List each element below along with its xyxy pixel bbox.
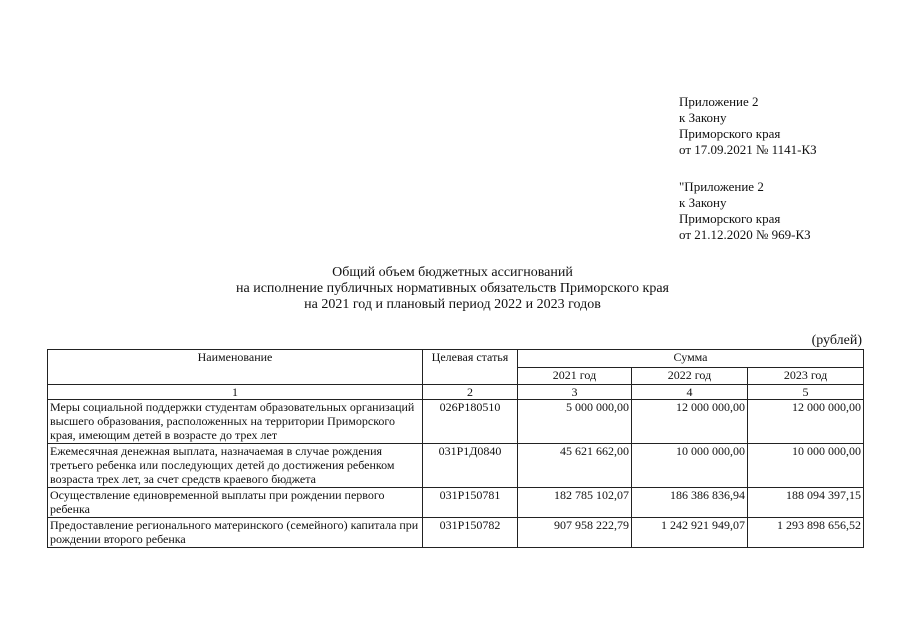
row-code: 031Р150782: [423, 518, 518, 548]
table-row: [48, 400, 864, 444]
row-code: 031Р150781: [423, 488, 518, 518]
appendix-reference-previous: [679, 179, 811, 243]
row-amount-2021: 5 000 000,00: [518, 400, 632, 444]
column-number: 1: [48, 385, 423, 400]
header-year-2023: 2023 год: [748, 367, 864, 385]
appendix-line: Приложение 2: [679, 94, 759, 109]
appendix-line: от 17.09.2021 № 1141-КЗ: [679, 142, 817, 157]
row-amount-2021: 182 785 102,07: [518, 488, 632, 518]
row-amount-2021: 45 621 662,00: [518, 444, 632, 488]
row-amount-2022: 186 386 836,94: [632, 488, 748, 518]
column-number-row: [48, 385, 864, 400]
row-amount-2023: 188 094 397,15: [748, 488, 864, 518]
column-number: 3: [518, 385, 632, 400]
row-amount-2022: 10 000 000,00: [632, 444, 748, 488]
header-code: Целевая статья: [423, 350, 518, 385]
header-name: Наименование: [48, 350, 423, 385]
header-year-2021: 2021 год: [518, 367, 632, 385]
row-amount-2023: 1 293 898 656,52: [748, 518, 864, 548]
column-number: 2: [423, 385, 518, 400]
appendix-reference-current: [679, 94, 817, 158]
row-amount-2023: 10 000 000,00: [748, 444, 864, 488]
appendix-line: Приморского края: [679, 211, 781, 226]
row-name: Меры социальной поддержки студентам образовательных организаций высшего образования, расположенных на территории Приморского края, имеющим детей в возрасте до трех лет: [48, 400, 423, 444]
appendix-line: от 21.12.2020 № 969-КЗ: [679, 227, 811, 242]
appendix-line: "Приложение 2: [679, 179, 764, 194]
column-number: 4: [632, 385, 748, 400]
document-title: [0, 265, 905, 313]
table-header-row: [48, 350, 864, 368]
header-sum: Сумма: [518, 350, 864, 368]
column-number: 5: [748, 385, 864, 400]
title-line: на исполнение публичных нормативных обязательств Приморского края: [236, 281, 669, 296]
row-name: Осуществление единовременной выплаты при рождении первого ребенка: [48, 488, 423, 518]
row-name: Ежемесячная денежная выплата, назначаемая в случае рождения третьего ребенка или последующих детей до достижения ребенком возраста трех лет, за счет средств краевого бюджета: [48, 444, 423, 488]
appendix-line: к Закону: [679, 110, 727, 125]
row-name: Предоставление регионального материнского (семейного) капитала при рождении второго ребенка: [48, 518, 423, 548]
header-year-2022: 2022 год: [632, 367, 748, 385]
units-label: (рублей): [811, 333, 862, 348]
title-line: Общий объем бюджетных ассигнований: [332, 265, 573, 280]
table-row: [48, 444, 864, 488]
row-code: 026Р180510: [423, 400, 518, 444]
appendix-line: к Закону: [679, 195, 727, 210]
row-amount-2022: 1 242 921 949,07: [632, 518, 748, 548]
row-amount-2023: 12 000 000,00: [748, 400, 864, 444]
row-code: 031Р1Д0840: [423, 444, 518, 488]
appendix-line: Приморского края: [679, 126, 781, 141]
table-row: [48, 488, 864, 518]
table-row: [48, 518, 864, 548]
budget-table: [47, 349, 864, 548]
row-amount-2022: 12 000 000,00: [632, 400, 748, 444]
row-amount-2021: 907 958 222,79: [518, 518, 632, 548]
title-line: на 2021 год и плановый период 2022 и 2023 годов: [304, 297, 601, 312]
